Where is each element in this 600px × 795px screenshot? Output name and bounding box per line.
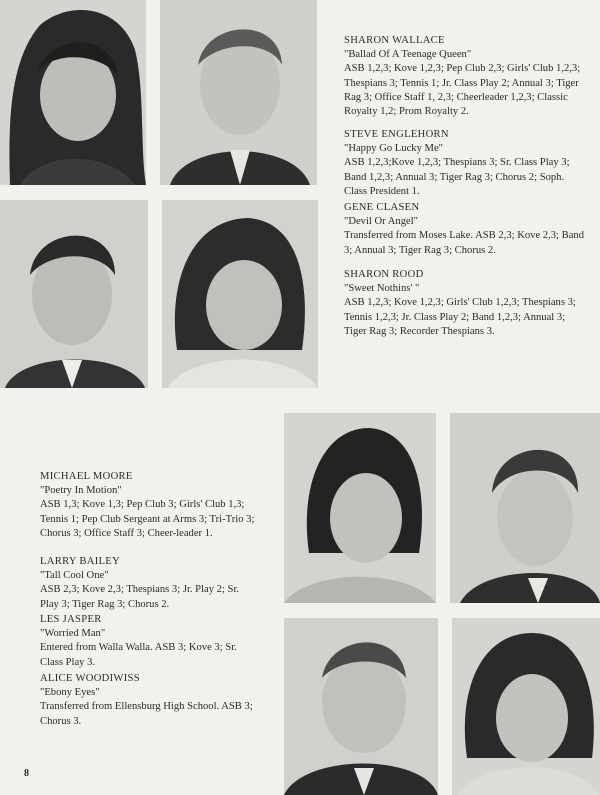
student-quote: "Devil Or Angel" — [344, 216, 418, 228]
student-activities: ASB 1,2,3;Kove 1,2,3; Thespians 3; Sr. Class Play 3; Band 1,2,3; Annual 3; Tiger Rag 3; Chorus 2; Soph. Class President 1. — [344, 157, 570, 197]
portrait-michael-moore — [284, 413, 436, 603]
student-quote: "Poetry In Motion" — [40, 485, 122, 497]
portrait-les-jasper — [284, 618, 438, 795]
student-quote: "Worried Man" — [40, 628, 106, 640]
student-activities: Transferred from Moses Lake. ASB 2,3; Kove 2,3; Band 3; Annual 3; Tiger Rag 3; Chorus 2. — [344, 230, 584, 256]
bio-steve-englehorn — [344, 128, 584, 199]
student-name: GENE CLASEN — [344, 202, 420, 213]
portrait-larry-bailey — [450, 413, 600, 603]
bio-michael-moore — [40, 470, 255, 541]
student-activities: ASB 1,2,3; Kove 1,2,3; Girls' Club 1,2,3; Thespians 3; Tennis 1,2,3; Jr. Class Play 2; Band 1,2,3; Annual 3; Tiger Rag 3; Recorder Thespians 3. — [344, 297, 576, 337]
student-quote: "Sweet Nothins' " — [344, 283, 420, 295]
page-number: 8 — [24, 768, 29, 779]
student-activities: Transferred from Ellensburg High School. ASB 3; Chorus 3. — [40, 701, 253, 727]
student-name: SHARON WALLACE — [344, 35, 445, 46]
student-activities: ASB 1,2,3; Kove 1,2,3; Pep Club 2,3; Girls' Club 1,2,3; Thespians 3; Tennis 1; Jr. Class Play 2; Annual 3; Tiger Rag 3; Office Staff 1, 2,3; Cheerleader 1,2,3; Classic Royalty 1,2; Prom Royalty 2. — [344, 63, 581, 118]
bio-alice-woodiwiss — [40, 672, 255, 729]
portrait-sharon-wallace — [0, 0, 146, 185]
student-name: LES JASPER — [40, 614, 102, 625]
bio-sharon-rood — [344, 268, 584, 339]
portrait-sharon-rood — [162, 200, 318, 388]
portrait-steve-englehorn — [160, 0, 317, 185]
student-activities: ASB 1,3; Kove 1,3; Pep Club 3; Girls' Club 1,3; Tennis 1; Pep Club Sergeant at Arms 3; Tri-Trio 3; Chorus 3; Office Staff 3; Cheer-leader 1. — [40, 499, 255, 539]
student-activities: ASB 2,3; Kove 2,3; Thespians 3; Jr. Play 2; Sr. Play 3; Tiger Rag 3; Chorus 2. — [40, 584, 240, 610]
student-activities: Entered from Walla Walla. ASB 3; Kove 3; Sr. Class Play 3. — [40, 642, 237, 668]
student-name: SHARON ROOD — [344, 269, 424, 280]
student-quote: "Happy Go Lucky Me" — [344, 143, 443, 155]
bio-les-jasper — [40, 613, 255, 670]
student-name: MICHAEL MOORE — [40, 471, 133, 482]
student-quote: "Ebony Eyes" — [40, 687, 100, 699]
portrait-alice-woodiwiss — [452, 618, 600, 795]
bio-gene-clasen — [344, 201, 584, 258]
student-name: ALICE WOODIWISS — [40, 673, 140, 684]
bio-larry-bailey — [40, 555, 255, 612]
student-quote: "Ballad Of A Teenage Queen" — [344, 49, 472, 61]
student-quote: "Tall Cool One" — [40, 570, 109, 582]
student-name: STEVE ENGLEHORN — [344, 129, 449, 140]
student-name: LARRY BAILEY — [40, 556, 121, 567]
bio-sharon-wallace — [344, 34, 584, 119]
portrait-gene-clasen — [0, 200, 148, 388]
